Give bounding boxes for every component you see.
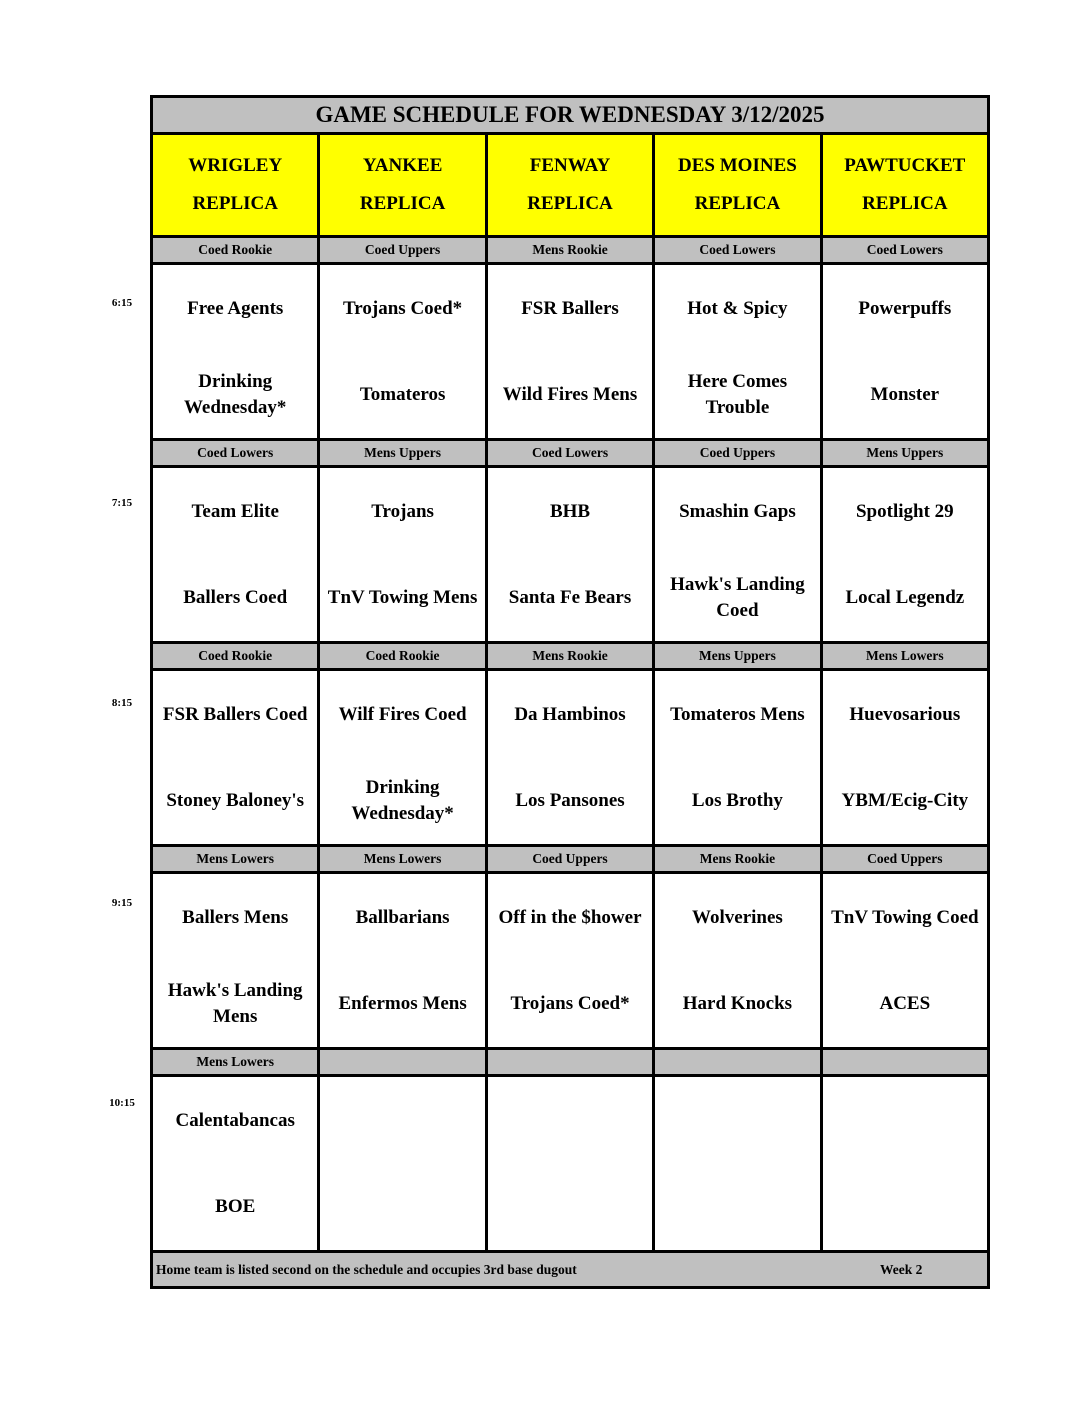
- game-cell: [153, 1077, 320, 1250]
- game-cell: [153, 874, 320, 1047]
- division-label: Coed Lowers: [153, 441, 320, 465]
- field-name: WRIGLEY: [188, 155, 283, 176]
- game-cell: [153, 265, 320, 438]
- home-team: Hawk's Landing Coed: [670, 574, 805, 621]
- division-label: Coed Lowers: [655, 238, 822, 262]
- home-team: TnV Towing Mens: [327, 587, 478, 608]
- away-team: Tomateros Mens: [670, 704, 805, 725]
- game-cell: [655, 671, 822, 844]
- home-team: Enfermos Mens: [338, 993, 467, 1014]
- away-team: Off in the $hower: [498, 907, 642, 928]
- division-label: Coed Rookie: [153, 644, 320, 668]
- away-team: Spotlight 29: [855, 501, 954, 522]
- division-label: Mens Uppers: [655, 644, 822, 668]
- away-team: Da Hambinos: [514, 704, 626, 725]
- field-name: DES MOINES: [678, 155, 797, 176]
- division-label: [488, 1050, 655, 1074]
- home-team: Here Comes Trouble: [687, 371, 788, 418]
- slot-time: 9:15: [111, 897, 133, 909]
- home-team: Hard Knocks: [682, 993, 793, 1014]
- home-team: Monster: [870, 384, 940, 405]
- field-subtitle: REPLICA: [862, 193, 948, 214]
- away-team: BHB: [549, 501, 591, 522]
- away-team: Ballbarians: [355, 907, 450, 928]
- schedule-title: GAME SCHEDULE FOR WEDNESDAY 3/12/2025: [153, 98, 987, 135]
- games-row: [153, 874, 987, 1050]
- division-label: Mens Uppers: [823, 441, 987, 465]
- game-cell: [320, 874, 487, 1047]
- home-team: Drinking Wednesday*: [183, 371, 287, 418]
- division-row: [153, 847, 987, 874]
- away-team: Calentabancas: [175, 1110, 295, 1131]
- division-label: Coed Rookie: [153, 238, 320, 262]
- field-header: [320, 135, 487, 235]
- home-team: ACES: [879, 993, 931, 1014]
- division-label: Mens Lowers: [320, 847, 487, 871]
- field-subtitle: REPLICA: [359, 193, 446, 214]
- division-label: Coed Uppers: [320, 238, 487, 262]
- game-cell: [823, 1077, 987, 1250]
- field-subtitle: REPLICA: [527, 193, 613, 214]
- field-subtitle: REPLICA: [192, 193, 278, 214]
- game-cell: [823, 265, 987, 438]
- field-subtitle: REPLICA: [694, 193, 781, 214]
- away-team: Smashin Gaps: [679, 501, 796, 522]
- home-team: Local Legendz: [845, 587, 965, 608]
- home-team: Trojans Coed*: [510, 993, 630, 1014]
- field-header: [823, 135, 987, 235]
- away-team: Trojans: [371, 501, 434, 522]
- slot-time: 7:15: [111, 497, 133, 509]
- division-label: Coed Uppers: [488, 847, 655, 871]
- away-team: Ballers Mens: [182, 907, 289, 928]
- division-label: Coed Lowers: [823, 238, 987, 262]
- game-cell: [655, 468, 822, 641]
- game-cell: [153, 468, 320, 641]
- game-cell: [488, 1077, 655, 1250]
- division-row: [153, 1050, 987, 1077]
- game-cell: [823, 874, 987, 1047]
- game-cell: [655, 1077, 822, 1250]
- schedule-table: [150, 95, 990, 1289]
- away-team: Wolverines: [692, 907, 783, 928]
- field-header: [488, 135, 655, 235]
- games-row: [153, 1077, 987, 1253]
- division-label: Mens Rookie: [488, 644, 655, 668]
- slot-time: 8:15: [111, 697, 133, 709]
- division-label: [823, 1050, 987, 1074]
- games-row: [153, 468, 987, 644]
- away-team: Huevosarious: [849, 704, 961, 725]
- division-label: Mens Rookie: [488, 238, 655, 262]
- division-label: Coed Uppers: [655, 441, 822, 465]
- games-row: [153, 671, 987, 847]
- home-team-note: Home team is listed second on the schedule and occupies 3rd base dugout: [156, 1262, 577, 1277]
- schedule-footer: [153, 1253, 987, 1286]
- home-team: Santa Fe Bears: [508, 587, 632, 608]
- home-team: Tomateros: [359, 384, 446, 405]
- game-cell: [320, 671, 487, 844]
- game-cell: [320, 265, 487, 438]
- game-cell: [655, 874, 822, 1047]
- division-label: Coed Uppers: [823, 847, 987, 871]
- home-team: Stoney Baloney's: [166, 790, 305, 811]
- away-team: FSR Ballers: [521, 298, 619, 319]
- division-label: Mens Lowers: [823, 644, 987, 668]
- home-team: Ballers Coed: [183, 587, 288, 608]
- home-team: Wild Fires Mens: [502, 384, 638, 405]
- slot-time: 6:15: [111, 297, 133, 309]
- home-team: Hawk's Landing Mens: [167, 980, 303, 1027]
- division-row: [153, 441, 987, 468]
- away-team: Wilf Fires Coed: [338, 704, 467, 725]
- division-label: [655, 1050, 822, 1074]
- away-team: FSR Ballers Coed: [162, 704, 308, 725]
- game-cell: [655, 265, 822, 438]
- field-header-row: [153, 135, 987, 238]
- game-cell: [153, 671, 320, 844]
- division-row: [153, 644, 987, 671]
- away-team: Free Agents: [187, 298, 284, 319]
- week-label: Week 2: [880, 1262, 923, 1277]
- home-team: BOE: [215, 1196, 256, 1217]
- division-row: [153, 238, 987, 265]
- away-team: Team Elite: [191, 501, 279, 522]
- field-name: FENWAY: [529, 155, 611, 176]
- games-row: [153, 265, 987, 441]
- home-team: Los Pansones: [515, 790, 625, 811]
- game-cell: [823, 671, 987, 844]
- game-cell: [488, 671, 655, 844]
- field-header: [153, 135, 320, 235]
- away-team: Powerpuffs: [858, 298, 952, 319]
- division-label: Coed Lowers: [488, 441, 655, 465]
- division-label: Mens Lowers: [153, 847, 320, 871]
- home-team: Drinking Wednesday*: [351, 777, 454, 824]
- game-cell: [320, 1077, 487, 1250]
- home-team: YBM/Ecig-City: [841, 790, 969, 811]
- game-cell: [320, 468, 487, 641]
- game-cell: [488, 468, 655, 641]
- away-team: Trojans Coed*: [343, 298, 463, 319]
- away-team: TnV Towing Coed: [831, 907, 979, 928]
- division-label: Coed Rookie: [320, 644, 487, 668]
- home-team: Los Brothy: [691, 790, 783, 811]
- slot-time: 10:15: [109, 1097, 135, 1109]
- field-name: PAWTUCKET: [844, 155, 966, 176]
- game-cell: [823, 468, 987, 641]
- field-header: [655, 135, 822, 235]
- division-label: Mens Lowers: [153, 1050, 320, 1074]
- away-team: Hot & Spicy: [687, 298, 788, 319]
- field-name: YANKEE: [362, 155, 443, 176]
- game-cell: [488, 874, 655, 1047]
- game-cell: [488, 265, 655, 438]
- division-label: Mens Uppers: [320, 441, 487, 465]
- division-label: [320, 1050, 487, 1074]
- division-label: Mens Rookie: [655, 847, 822, 871]
